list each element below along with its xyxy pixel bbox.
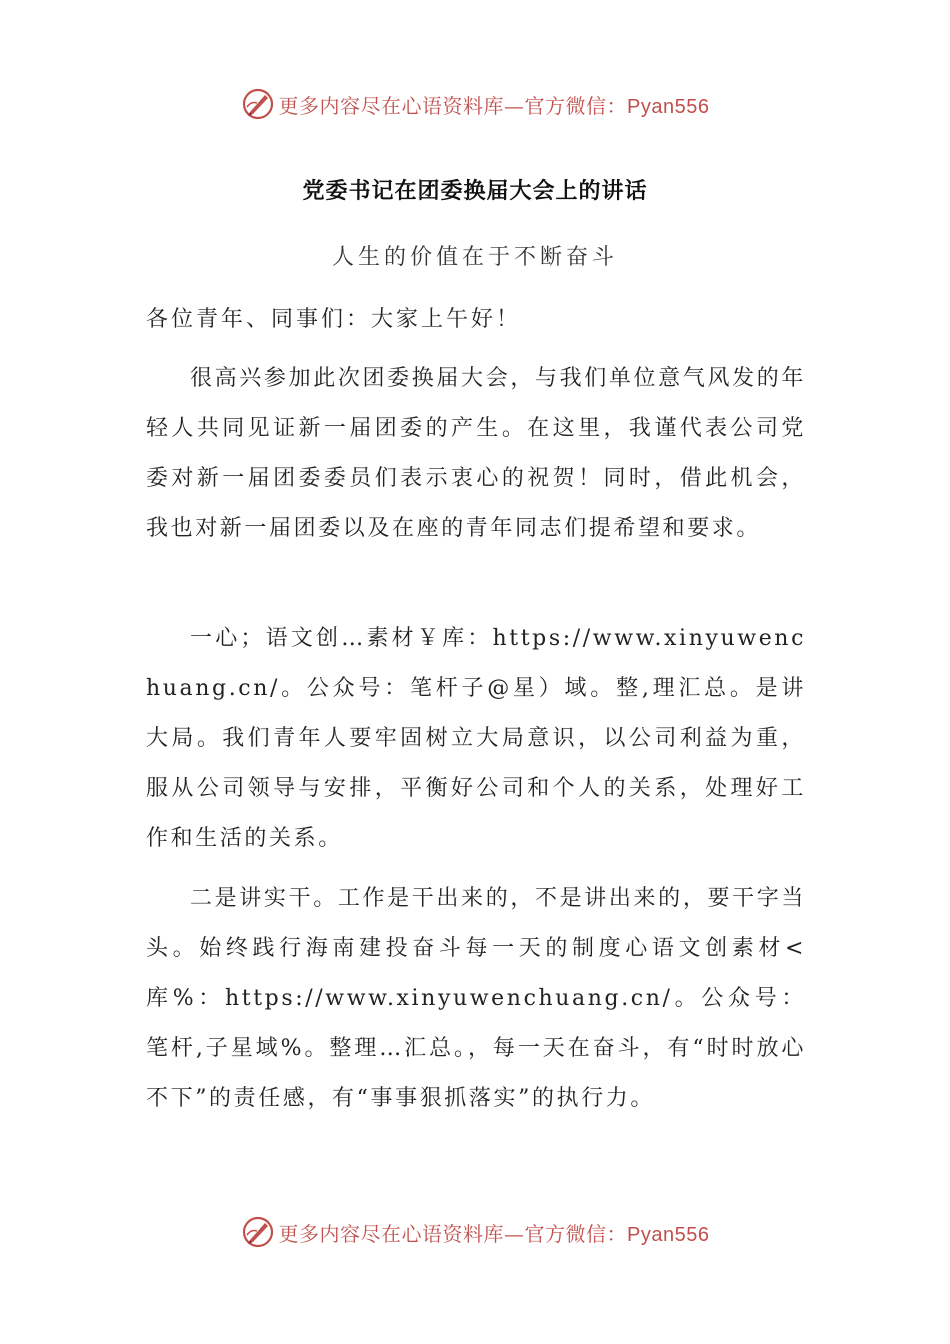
paragraph-point-two: 二是讲实干。工作是干出来的，不是讲出来的，要干字当头。始终践行海南建投奋斗每一天的制度心语文创素材<库%：https://www.xinyuwenchuang.cn/。公众号：笔杆,子星域%。整理…汇总。，每一天在奋斗，有“时时放心不下”的责任感，有“事事狠抓落实”的执行力。 (146, 886, 806, 1111)
header-watermark (0, 84, 950, 124)
paragraph-point-one: 一心；语文创…素材￥库：https://www.xinyuwenchuang.cn/。公众号：笔杆子@星）域。整,理汇总。是讲大局。我们青年人要牢固树立大局意识，以公司利益为重，服从公司领导与安排，平衡好公司和个人的关系，处理好工作和生活的关系。 (146, 626, 806, 851)
watermark-text (279, 90, 710, 119)
footer-watermark (0, 1212, 950, 1252)
watermark-text (279, 1218, 710, 1247)
watermark-site-text: 更多内容尽在心语资料库—官方微信： (278, 93, 628, 118)
paragraph-intro: 很高兴参加此次团委换届大会，与我们单位意气风发的年轻人共同见证新一届团委的产生。在这里，我谨代表公司党委对新一届团委委员们表示衷心的祝贺！同时，借此机会，我也对新一届团委以及在座的青年同志们提希望和要求。 (146, 366, 806, 541)
page-title: 党委书记在团委换届大会上的讲话 (302, 179, 648, 204)
watermark-site-text: 更多内容尽在心语资料库—官方微信： (278, 1221, 628, 1246)
wechat-id: Pyan556 (627, 1223, 710, 1246)
pen-logo-icon (241, 1215, 275, 1249)
page-subtitle: 人生的价值在于不断奋斗 (331, 245, 618, 270)
pen-logo-icon (241, 87, 275, 121)
wechat-id: Pyan556 (627, 95, 710, 118)
greeting: 各位青年、同事们：大家上午好！ (146, 307, 522, 332)
